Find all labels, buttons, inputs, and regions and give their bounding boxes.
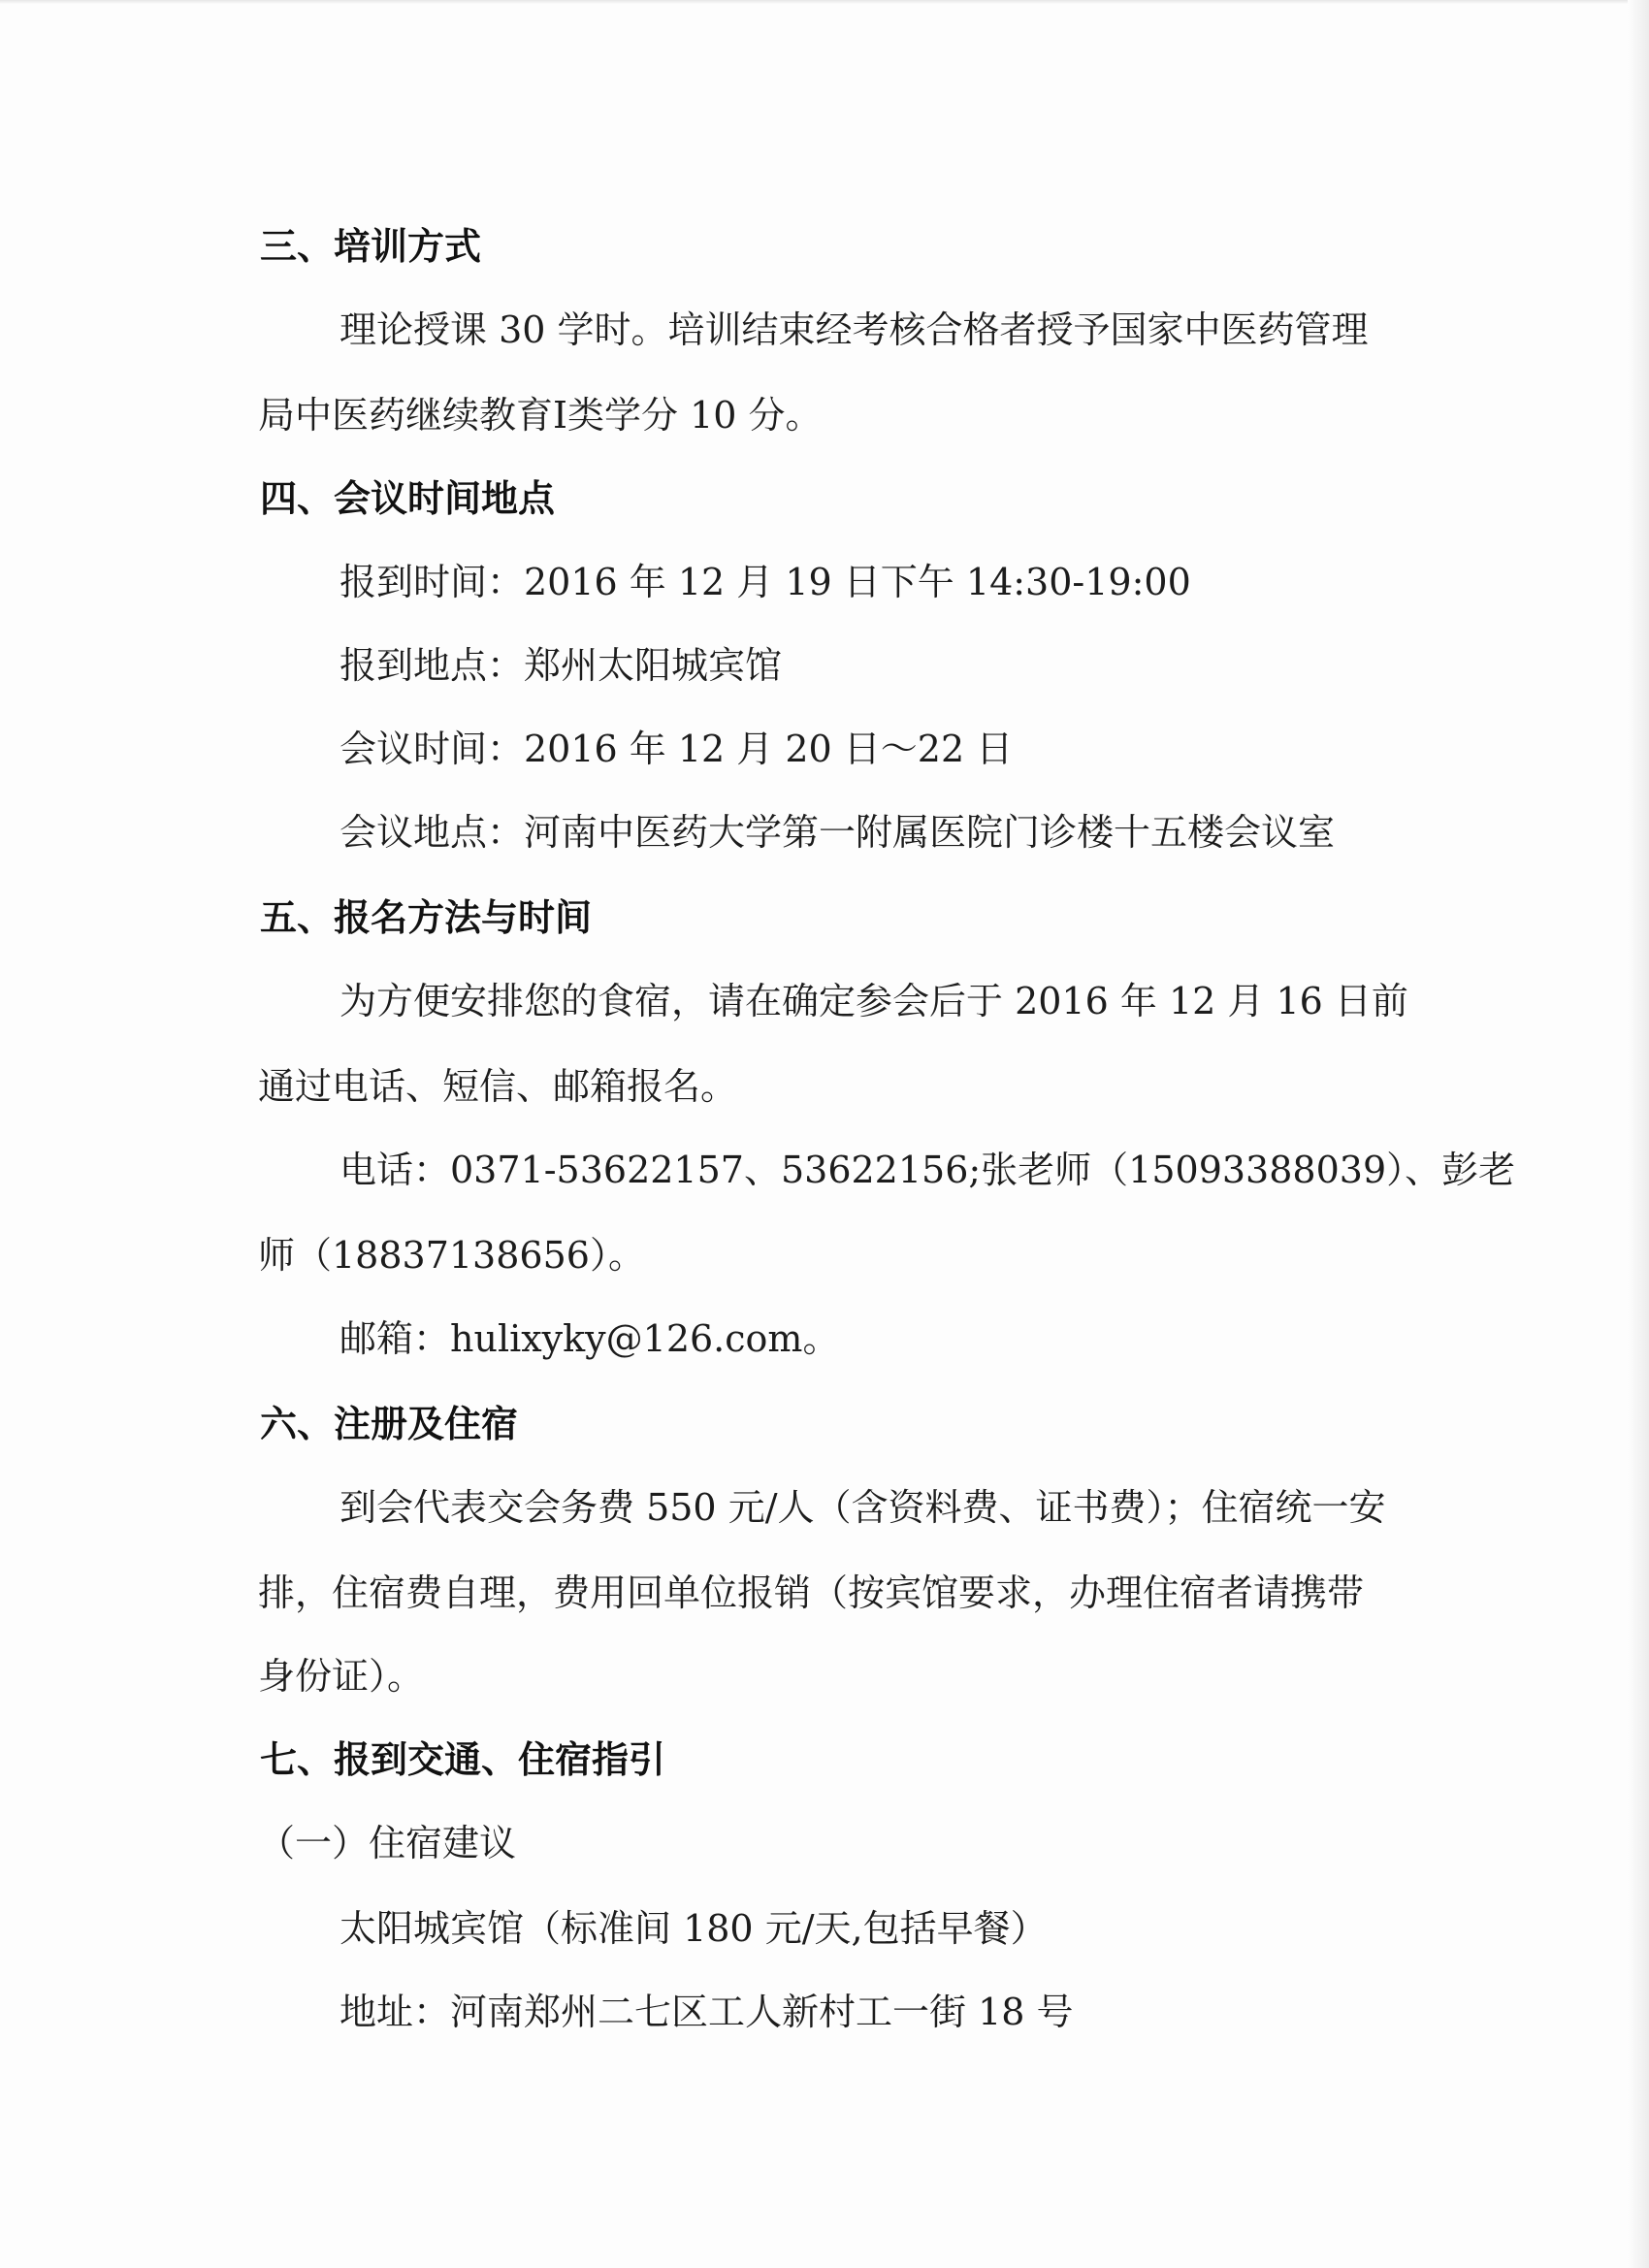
section-5-line-3: 电话：0371-53622157、53622156;张老师（15093388039）、彭老	[340, 1149, 1516, 1191]
section-3-line-1: 理论授课 30 学时。培训结束经考核合格者授予国家中医药管理	[340, 308, 1369, 351]
section-5-heading: 五、报名方法与时间	[260, 896, 593, 939]
section-6-line-2: 排，住宿费自理，费用回单位报销（按宾馆要求，办理住宿者请携带	[258, 1571, 1365, 1614]
section-6-line-1: 到会代表交会务费 550 元/人（含资料费、证书费）；住宿统一安	[340, 1486, 1386, 1529]
section-6-line-3: 身份证）。	[258, 1655, 425, 1698]
scan-shadow-right	[1628, 0, 1649, 2268]
scan-shadow-top	[0, 0, 1649, 4]
section-4-line-4: 会议地点：河南中医药大学第一附属医院门诊楼十五楼会议室	[340, 811, 1336, 854]
section-4-heading: 四、会议时间地点	[260, 477, 556, 520]
section-4-line-1: 报到时间：2016 年 12 月 19 日下午 14:30-19:00	[340, 561, 1191, 603]
section-3-line-2: 局中医药继续教育Ⅰ类学分 10 分。	[258, 394, 823, 437]
section-7-subheading: （一）住宿建议	[258, 1822, 517, 1864]
section-3-heading: 三、培训方式	[260, 225, 482, 268]
section-4-line-2: 报到地点：郑州太阳城宾馆	[340, 644, 783, 687]
section-5-line-2: 通过电话、短信、邮箱报名。	[258, 1065, 738, 1108]
section-7-heading: 七、报到交通、住宿指引	[260, 1738, 666, 1781]
section-5-line-4: 师（18837138656）。	[258, 1234, 645, 1277]
section-5-line-1: 为方便安排您的食宿，请在确定参会后于 2016 年 12 月 16 日前	[340, 980, 1408, 1022]
section-4-line-3: 会议时间：2016 年 12 月 20 日～22 日	[340, 728, 1014, 770]
section-6-heading: 六、注册及住宿	[260, 1403, 519, 1445]
section-7-line-2: 地址：河南郑州二七区工人新村工一街 18 号	[340, 1991, 1074, 2033]
section-5-email-line: 邮箱：hulixyky@126.com。	[340, 1317, 840, 1360]
section-7-line-1: 太阳城宾馆（标准间 180 元/天,包括早餐）	[340, 1907, 1048, 1950]
